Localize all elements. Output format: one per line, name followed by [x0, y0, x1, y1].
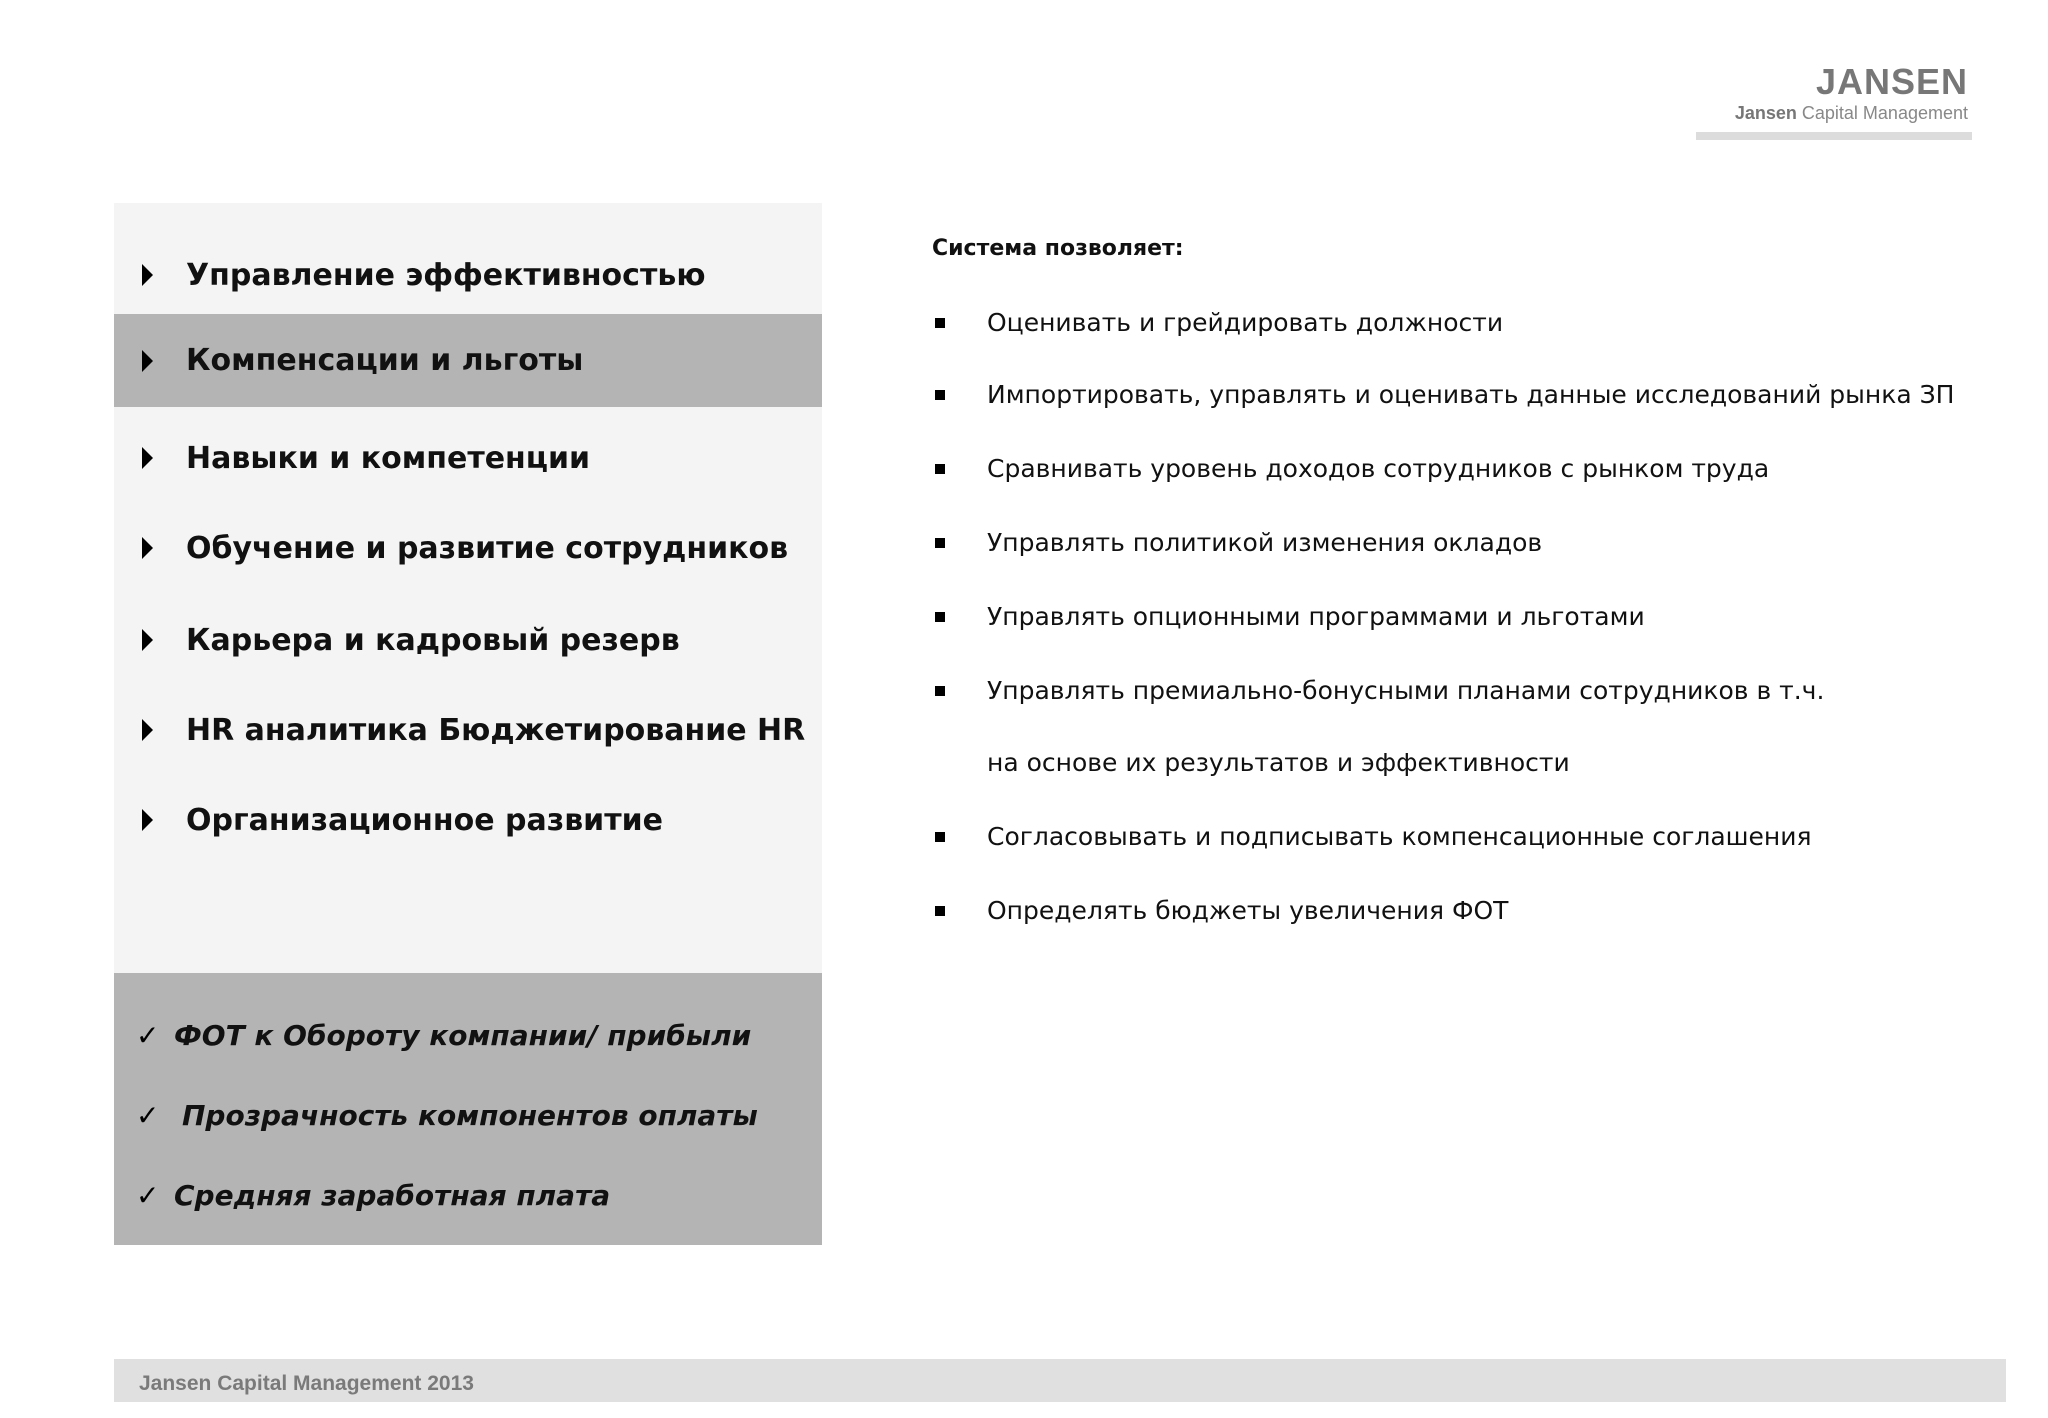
feature-text: Согласовывать и подписывать компенсационные соглашения: [987, 822, 1812, 851]
square-bullet-icon: [935, 390, 945, 400]
check-icon: ✓: [136, 1179, 160, 1212]
summary-item: [136, 1179, 610, 1212]
logo-subtitle: [1735, 102, 1968, 124]
menu-item-label: Навыки и компетенции: [186, 440, 591, 476]
square-bullet-icon: [935, 612, 945, 622]
triangle-right-icon: [142, 809, 153, 831]
feature-item: [932, 528, 1542, 557]
logo-brand: JANSEN: [1815, 61, 1968, 102]
menu-item-label: Карьера и кадровый резерв: [186, 622, 680, 658]
company-logo: [1735, 62, 1968, 124]
menu-item-label: Обучение и развитие сотрудников: [186, 530, 789, 566]
logo-underline: [1696, 132, 1972, 140]
triangle-right-icon: [142, 264, 153, 286]
square-bullet-icon: [935, 318, 945, 328]
logo-sub-rest: Capital Management: [1801, 103, 1968, 123]
feature-text: Управлять опционными программами и льготами: [987, 602, 1645, 631]
feature-text: на основе их результатов и эффективности: [987, 748, 1570, 777]
menu-item-training[interactable]: [114, 503, 822, 593]
menu-item-label: Организационное развитие: [186, 802, 663, 838]
feature-text: Оценивать и грейдировать должности: [987, 308, 1504, 337]
menu-item-compensation[interactable]: [114, 314, 822, 407]
triangle-right-icon: [142, 350, 153, 372]
triangle-right-icon: [142, 537, 153, 559]
summary-item: [136, 1019, 751, 1052]
summary-panel: [114, 973, 822, 1245]
summary-item: [136, 1099, 758, 1132]
module-menu: [114, 203, 822, 973]
square-bullet-icon: [935, 464, 945, 474]
feature-item: [932, 896, 1508, 925]
feature-item: [932, 308, 1503, 337]
feature-item: [932, 380, 1954, 409]
feature-item: [932, 822, 1812, 851]
feature-text: Управлять политикой изменения окладов: [987, 528, 1543, 557]
features-title: Система позволяет:: [932, 236, 1184, 261]
logo-sub-bold: Jansen: [1734, 103, 1797, 123]
square-bullet-icon: [935, 832, 945, 842]
menu-item-label: Компенсации и льготы: [186, 343, 584, 378]
check-icon: ✓: [136, 1019, 160, 1052]
square-bullet-icon: [935, 906, 945, 916]
menu-item-label: Управление эффективностью: [186, 257, 706, 293]
menu-item-performance[interactable]: [114, 233, 822, 317]
feature-text: Сравнивать уровень доходов сотрудников с рынком труда: [987, 454, 1770, 483]
feature-item: [932, 454, 1769, 483]
menu-item-label: HR аналитика Бюджетирование HR: [186, 712, 806, 748]
menu-item-hr-analytics[interactable]: [114, 685, 822, 775]
summary-item-label: Средняя заработная плата: [174, 1179, 611, 1212]
summary-item-label: ФОТ к Обороту компании/ прибыли: [174, 1019, 752, 1052]
feature-item: [932, 676, 1824, 705]
menu-item-skills[interactable]: [114, 413, 822, 503]
feature-text: Управлять премиально-бонусными планами сотрудников в т.ч.: [987, 676, 1825, 705]
feature-item: [932, 602, 1645, 631]
square-bullet-icon: [935, 538, 945, 548]
summary-item-label: Прозрачность компонентов оплаты: [182, 1099, 758, 1132]
menu-item-career[interactable]: [114, 595, 822, 685]
footer-text: Jansen Capital Management 2013: [139, 1372, 474, 1395]
feature-text: Импортировать, управлять и оценивать данные исследований рынка ЗП: [987, 380, 1955, 409]
feature-item-continuation: [932, 748, 1570, 777]
triangle-right-icon: [142, 719, 153, 741]
feature-text: Определять бюджеты увеличения ФОТ: [987, 896, 1509, 925]
menu-item-org-development[interactable]: [114, 775, 822, 865]
check-icon: ✓: [136, 1099, 160, 1132]
triangle-right-icon: [142, 629, 153, 651]
square-bullet-icon: [935, 686, 945, 696]
triangle-right-icon: [142, 447, 153, 469]
